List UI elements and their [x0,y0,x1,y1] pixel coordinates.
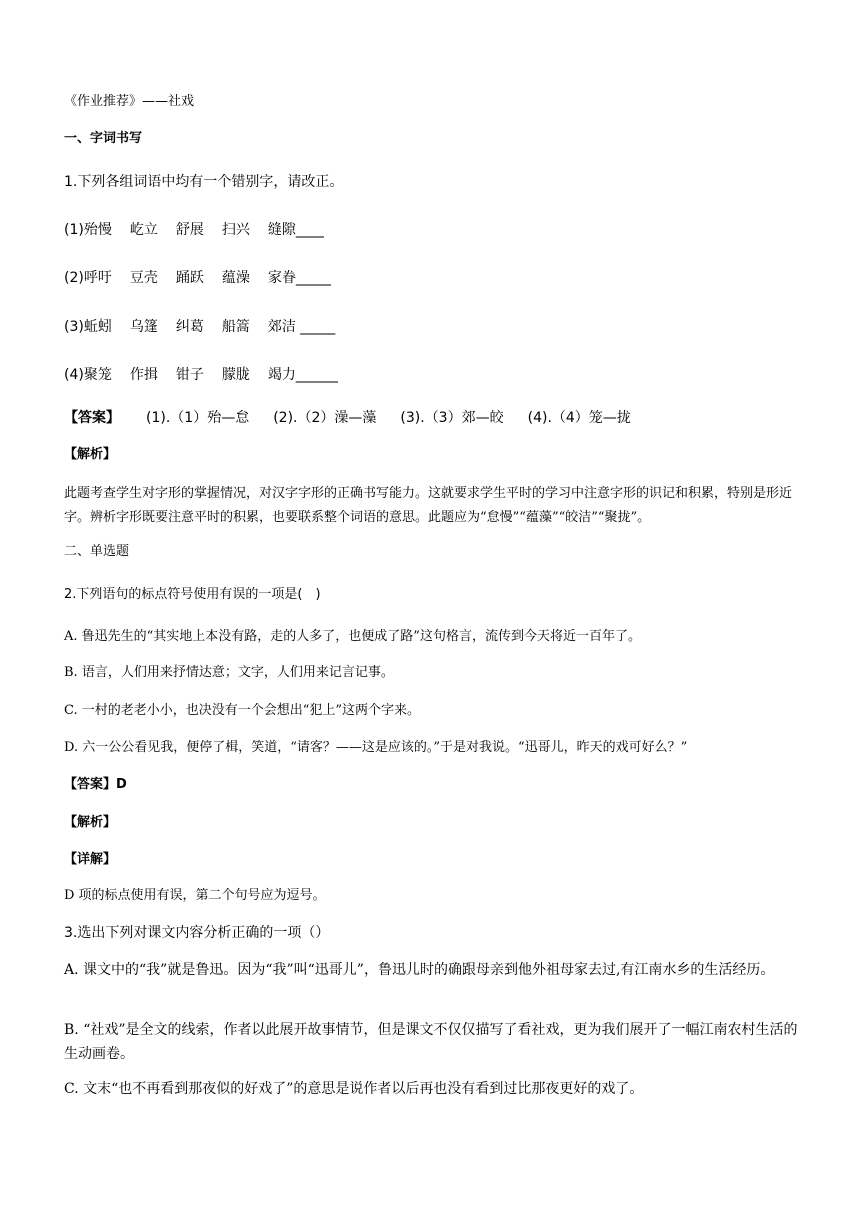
word: 纠葛 [175,319,204,335]
answer-item: (3).（3）郊—皎 [400,410,504,426]
word: 缝隙 [267,222,296,238]
answer-blank: ____ [295,222,324,238]
answer-item: (4).（4）笼—拢 [527,410,631,426]
word: 朦胧 [221,367,250,383]
word: 蕴澡 [221,270,250,286]
word: 踊跃 [175,270,204,286]
question-3-option-a: A. 课文中的“我”就是鲁迅。因为“我”叫“迅哥儿”，鲁迅儿时的确跟母亲到他外祖母家去过,有江南水乡的生活经历。 [64,962,775,978]
row-label: (3) [64,319,84,335]
word: 舒展 [175,222,204,238]
answer-item: (2).（2）澡—藻 [273,410,377,426]
word: 聚笼 [83,367,112,383]
row-label: (2) [64,270,84,286]
question-3-stem: 3.选出下列对课文内容分析正确的一项（） [64,925,330,941]
question-3-option-b: B. “社戏”是全文的线索，作者以此展开故事情节，但是课文不仅仅描写了看社戏，更为我们展开了一幅江南农村生活的生动画卷。 [64,1022,798,1062]
section-heading-single-choice: 二、单选题 [64,544,130,559]
document-title: 《作业推荐》——社戏 [64,94,195,109]
question-1-analysis-label: 【解析】 [64,447,117,462]
word: 船篙 [221,319,250,335]
question-1-row-2 [64,269,331,287]
question-1-answer [64,409,631,427]
question-2-answer: 【答案】D [64,777,127,792]
question-1-row-1 [64,221,324,239]
answer-item: (1).（1）殆—怠 [146,410,250,426]
question-2-option-c: C. 一村的老老小小，也决没有一个会想出“犯上”这两个字来。 [64,703,421,718]
question-1-analysis-text: 此题考查学生对字形的掌握情况，对汉字字形的正确书写能力。这就要求学生平时的学习中注意字形的识记和积累，特别是形近字。辨析字形既要注意平时的积累，也要联系整个词语的意思。此题应为“怠慢”“蕴藻”“皎洁”“聚拢”。 [64,486,793,525]
word: 蚯蚓 [83,319,112,335]
question-3-option-c: C. 文末“也不再看到那夜似的好戏了”的意思是说作者以后再也没有看到过比那夜更好的戏了。 [64,1081,644,1097]
word: 豆壳 [129,270,158,286]
word: 家眷 [267,270,296,286]
section-heading-word-writing: 一、字词书写 [64,131,143,146]
word: 呼吁 [83,270,112,286]
question-2-option-d: D. 六一公公看见我，便停了楫，笑道，“请客？——这是应该的。”于是对我说。“迅哥儿，昨天的戏可好么？” [64,740,688,755]
row-label: (4) [64,367,84,383]
word: 屹立 [129,222,158,238]
question-2-stem: 2.下列语句的标点符号使用有误的一项是( ) [64,587,321,602]
answer-blank: _____ [295,270,331,286]
question-2-option-a: A. 鲁迅先生的“其实地上本没有路，走的人多了，也便成了路”这句格言，流传到今天将近一百年了。 [64,629,641,644]
question-2-analysis-label: 【解析】 [64,815,117,830]
word: 扫兴 [221,222,250,238]
question-2-detail-text: D 项的标点使用有误，第二个句号应为逗号。 [64,888,326,903]
word: 作揖 [129,367,158,383]
question-1-stem: 1.下列各组词语中均有一个错别字，请改正。 [64,174,344,190]
question-1-row-4 [64,366,338,384]
word: 殆慢 [83,222,112,238]
word: 钳子 [175,367,204,383]
word: 乌篷 [129,319,158,335]
question-2-detail-label: 【详解】 [64,852,117,867]
answer-label: 【答案】 [64,410,120,426]
word: 竭力 [267,367,296,383]
row-label: (1) [64,222,84,238]
question-1-row-3 [64,318,335,336]
word: 郊洁 [267,319,296,335]
answer-blank: ______ [295,367,338,383]
question-2-option-b: B. 语言，人们用来抒情达意；文字，人们用来记言记事。 [64,665,394,680]
answer-blank: _____ [295,319,336,335]
